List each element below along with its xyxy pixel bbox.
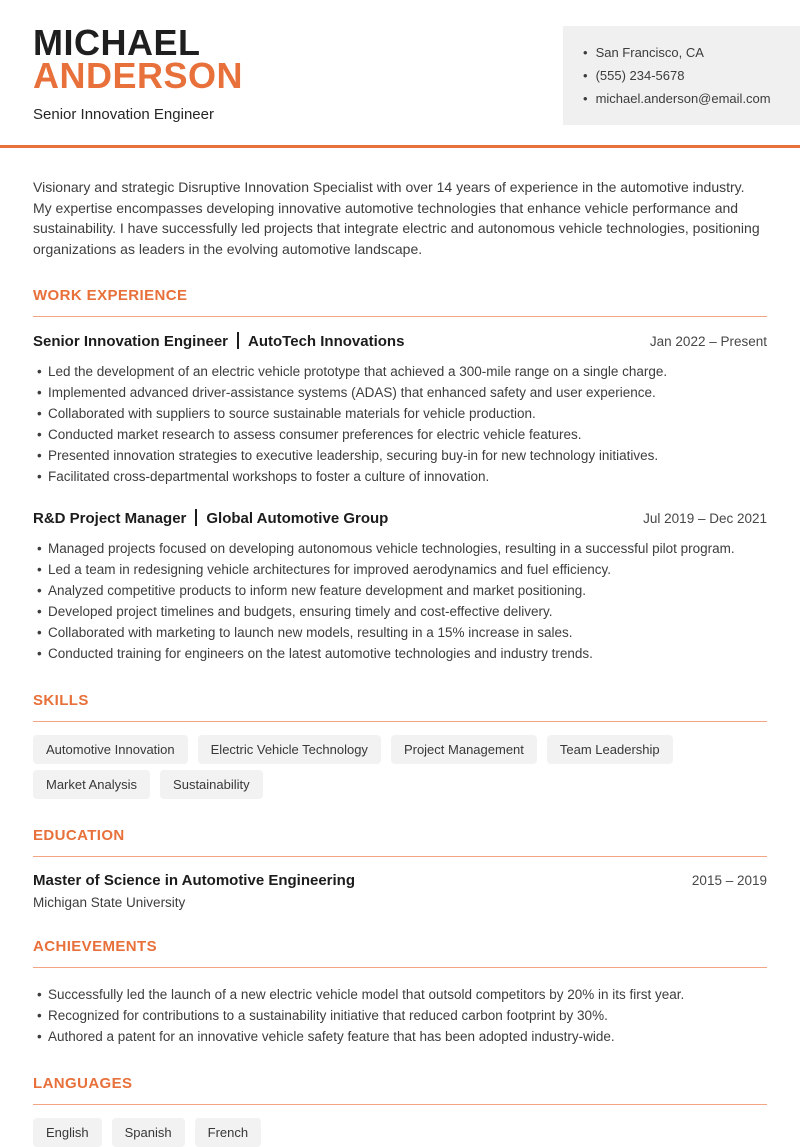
section-title-work-experience: WORK EXPERIENCE <box>33 287 767 317</box>
job-entry <box>33 332 767 487</box>
job-role: Senior Innovation Engineer <box>33 333 229 350</box>
job-bullet: • Presented innovation strategies to executive leadership, securing buy-in for new technology initiatives. <box>48 445 767 466</box>
section-title-languages: LANGUAGES <box>33 1075 767 1105</box>
job-bullet: • Led a team in redesigning vehicle architectures for improved aerodynamics and fuel efficiency. <box>48 559 767 580</box>
job-header <box>33 332 767 350</box>
name-block <box>33 22 244 123</box>
job-header <box>33 509 767 527</box>
job-bullet: • Implemented advanced driver-assistance systems (ADAS) that enhanced safety and user experience. <box>48 382 767 403</box>
education-dates: 2015 – 2019 <box>691 873 767 888</box>
section-work-experience <box>33 287 767 664</box>
school-name: Michigan State University <box>33 895 186 910</box>
education-entry <box>33 872 767 910</box>
section-skills <box>33 692 767 799</box>
section-title-achievements: ACHIEVEMENTS <box>33 938 767 968</box>
summary-text: Visionary and strategic Disruptive Innovation Specialist with over 14 years of experience in the automotive industry. My expertise encompasses developing innovative automotive technologies that enhance vehicle performance and sustainability. I have successfully led projects that integrate electric and autonomous vehicle technologies, positioning organizations as leaders in the evolving automotive landscape. <box>33 179 760 257</box>
section-languages <box>33 1075 767 1147</box>
job-bullet: • Conducted market research to assess consumer preferences for electric vehicle features. <box>48 424 767 445</box>
last-name: ANDERSON <box>33 55 244 96</box>
achievement-bullet: • Successfully led the launch of a new electric vehicle model that outsold competitors by 20% in its first year. <box>48 984 767 1005</box>
job-bullet: • Managed projects focused on developing autonomous vehicle technologies, resulting in a successful pilot program. <box>48 538 767 559</box>
job-bullet-list <box>33 538 767 664</box>
job-bullet: • Analyzed competitive products to inform new feature development and market positioning. <box>48 580 767 601</box>
degree-title: Master of Science in Automotive Engineering <box>33 872 356 889</box>
pipe-divider <box>237 332 239 349</box>
skill-tag: Project Management <box>391 735 537 764</box>
skills-tag-list <box>33 735 767 799</box>
job-bullet: • Collaborated with suppliers to source sustainable materials for vehicle production. <box>48 403 767 424</box>
skill-tag: Electric Vehicle Technology <box>198 735 381 764</box>
first-name: MICHAEL <box>33 22 201 63</box>
contact-card <box>563 26 800 125</box>
skill-tag: Market Analysis <box>33 770 150 799</box>
accent-divider <box>0 145 800 148</box>
contact-phone: • (555) 234-5678 <box>583 64 786 87</box>
job-dates: Jul 2019 – Dec 2021 <box>643 511 767 526</box>
contact-email: • michael.anderson@email.com <box>583 87 786 110</box>
skill-tag: Team Leadership <box>547 735 673 764</box>
achievement-list <box>33 984 767 1047</box>
skill-tag: Sustainability <box>160 770 263 799</box>
skill-tag: Automotive Innovation <box>33 735 188 764</box>
job-bullet: • Led the development of an electric vehicle prototype that achieved a 300-mile range on a single charge. <box>48 361 767 382</box>
job-bullet-list <box>33 361 767 487</box>
languages-tag-list <box>33 1118 767 1147</box>
achievement-bullet: • Recognized for contributions to a sustainability initiative that reduced carbon footprint by 30%. <box>48 1005 767 1026</box>
job-bullet: • Conducted training for engineers on the latest automotive technologies and industry trends. <box>48 643 767 664</box>
language-tag: English <box>33 1118 102 1147</box>
contact-list <box>583 41 786 110</box>
job-entry <box>33 509 767 664</box>
education-header <box>33 872 767 889</box>
job-bullet: • Collaborated with marketing to launch new models, resulting in a 15% increase in sales. <box>48 622 767 643</box>
pipe-divider <box>195 509 197 526</box>
job-company: Global Automotive Group <box>206 510 389 527</box>
section-title-education: EDUCATION <box>33 827 767 857</box>
job-bullet: • Facilitated cross-departmental workshops to foster a culture of innovation. <box>48 466 767 487</box>
job-bullet: • Developed project timelines and budgets, ensuring timely and cost-effective delivery. <box>48 601 767 622</box>
section-achievements <box>33 938 767 1047</box>
language-tag: French <box>195 1118 261 1147</box>
section-education <box>33 827 767 910</box>
resume-body <box>0 177 800 1147</box>
role-title: Senior Innovation Engineer <box>33 106 214 123</box>
job-title <box>33 332 404 350</box>
job-role: R&D Project Manager <box>33 510 187 527</box>
full-name <box>33 22 244 96</box>
resume-header <box>0 0 800 125</box>
contact-location: • San Francisco, CA <box>583 41 786 64</box>
language-tag: Spanish <box>112 1118 185 1147</box>
achievement-bullet: • Authored a patent for an innovative vehicle safety feature that has been adopted industry-wide. <box>48 1026 767 1047</box>
section-title-skills: SKILLS <box>33 692 767 722</box>
job-title <box>33 509 388 527</box>
job-dates: Jan 2022 – Present <box>649 334 767 349</box>
job-company: AutoTech Innovations <box>248 333 405 350</box>
